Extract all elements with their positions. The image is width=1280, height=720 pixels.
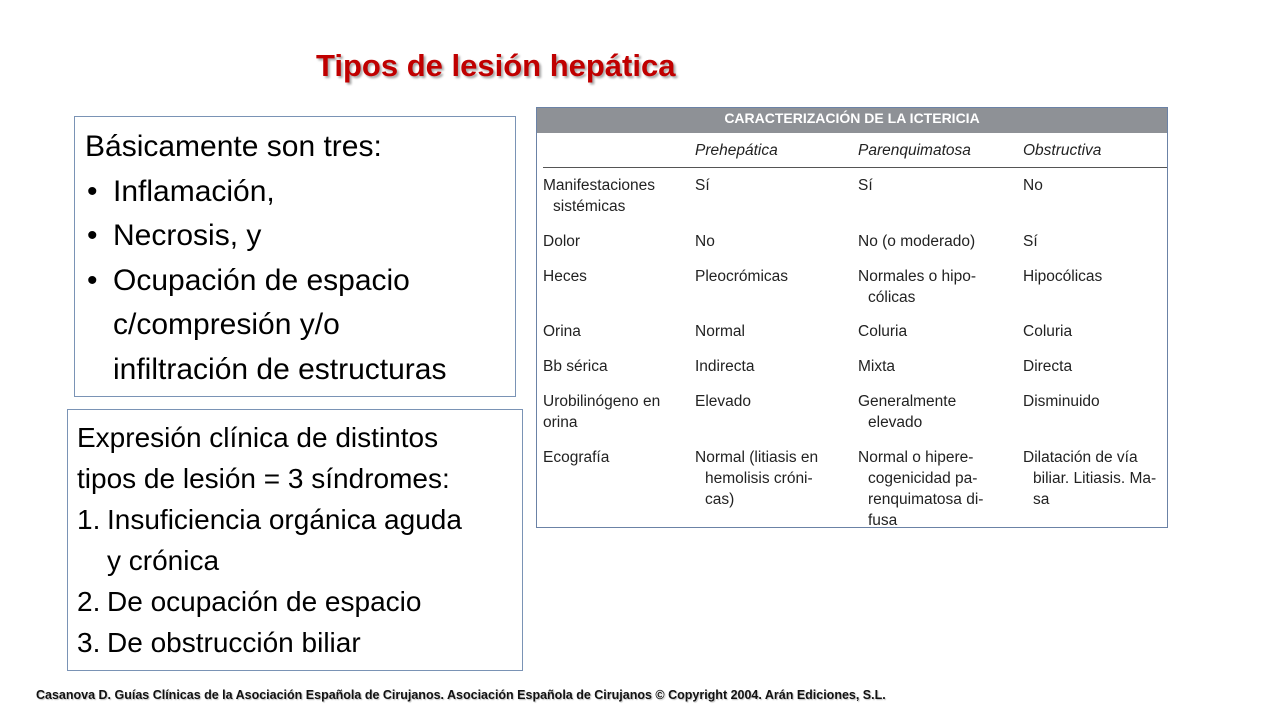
- column-header: Prehepática: [695, 142, 778, 159]
- slide-title: Tipos de lesión hepática: [316, 48, 676, 83]
- table-title: CARACTERIZACIÓN DE LA ICTERICIA: [537, 108, 1167, 133]
- list-item: 3. De obstrucción biliar: [77, 627, 361, 658]
- citation-footer: Casanova D. Guías Clínicas de la Asociación Española de Cirujanos. Asociación Española de Cirujanos © Copyright 2004. Arán Ediciones, S.L.: [36, 688, 886, 702]
- list-item: • Ocupación de espacio c/compresión y/o infiltración de estructuras: [85, 259, 515, 393]
- header-divider: [543, 167, 1167, 168]
- lesion-types-box: [74, 116, 516, 397]
- syndromes-box: [67, 409, 523, 671]
- list-item: 1. Insuficiencia orgánica aguda y crónica: [77, 504, 462, 576]
- lesion-types-list: [85, 170, 515, 393]
- bullet-icon: •: [87, 174, 98, 208]
- box1-lead: Básicamente son tres:: [85, 130, 382, 163]
- list-item: • Inflamación,: [85, 170, 515, 215]
- bullet-icon: •: [87, 219, 98, 252]
- list-item: 2. De ocupación de espacio: [77, 586, 422, 617]
- jaundice-table: CARACTERIZACIÓN DE LA ICTERICIA Prehepática Parenquimatosa Obstructiva Manifestaciones sistémicas Sí Sí No Dolor No No (o moderado) Sí Heces Pleocrómicas Normales o hipo- cólicas Hipocólicas Orina Normal Coluria Coluria Bb sérica Indirecta Mixta Directa Urobilinógeno en orina Elevado Generalmente elevado Disminuido Ecografía Normal (litiasis en hemolisis cróni- cas) Normal o hipere- cogenicidad pa- renquimatosa di- fusa Dilatación de vía biliar. Litiasis. Ma- sa: [536, 107, 1168, 528]
- column-header: Obstructiva: [1023, 142, 1102, 159]
- syndromes-list: [77, 499, 522, 663]
- column-header: Parenquimatosa: [858, 142, 971, 159]
- box2-lead: Expresión clínica de distintos tipos de lesión = 3 síndromes:: [77, 422, 450, 494]
- bullet-icon: •: [87, 263, 98, 297]
- list-item: • Necrosis, y: [85, 214, 515, 259]
